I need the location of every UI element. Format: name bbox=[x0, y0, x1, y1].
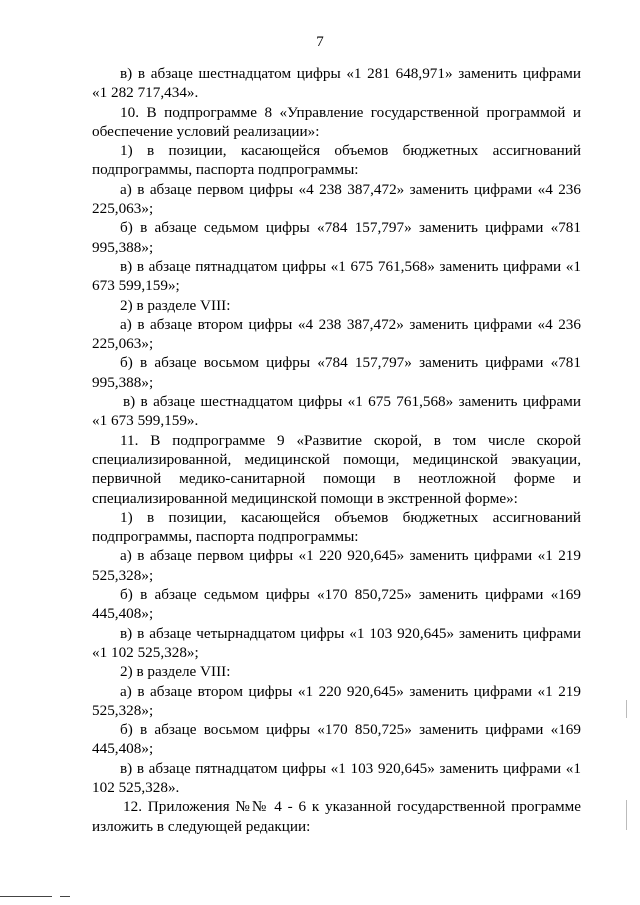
paragraph-2: 10. В подпрограмме 8 «Управление государственной программой и обеспечение условий реализации»: bbox=[92, 103, 581, 140]
paragraph-1: в) в абзаце шестнадцатом цифры «1 281 648,971» заменить цифрами «1 282 717,434». bbox=[92, 65, 581, 102]
paragraph-20: 12. Приложения №№ 4 - 6 к указанной государственной программе изложить в следующей редакции: bbox=[92, 798, 581, 835]
paragraph-19: в) в абзаце пятнадцатом цифры «1 103 920,645» заменить цифрами «1 102 525,328». bbox=[92, 759, 581, 796]
paragraph-15: в) в абзаце четырнадцатом цифры «1 103 920,645» заменить цифрами «1 102 525,328»; bbox=[92, 624, 581, 661]
scan-margin-mark bbox=[626, 800, 627, 830]
paragraph-12: 1) в позиции, касающейся объемов бюджетных ассигнований подпрограммы, паспорта подпрограммы: bbox=[92, 508, 581, 546]
paragraph-7: 2) в разделе VIII: bbox=[120, 296, 231, 314]
paragraph-13: а) в абзаце первом цифры «1 220 920,645» заменить цифрами «1 219 525,328»; bbox=[92, 547, 581, 584]
paragraph-8: а) в абзаце втором цифры «4 238 387,472» заменить цифрами «4 236 225,063»; bbox=[92, 315, 581, 353]
paragraph-4: а) в абзаце первом цифры «4 238 387,472» заменить цифрами «4 236 225,063»; bbox=[92, 180, 581, 218]
footer-rule bbox=[60, 896, 70, 897]
paragraph-9: б) в абзаце восьмом цифры «784 157,797» заменить цифрами «781 995,388»; bbox=[92, 354, 581, 391]
paragraph-16: 2) в разделе VIII: bbox=[120, 663, 231, 681]
paragraph-5: б) в абзаце седьмом цифры «784 157,797» заменить цифрами «781 995,388»; bbox=[92, 219, 581, 256]
document-body bbox=[92, 64, 581, 836]
paragraph-14: б) в абзаце седьмом цифры «170 850,725» заменить цифрами «169 445,408»; bbox=[92, 586, 581, 623]
paragraph-11: 11. В подпрограмме 9 «Развитие скорой, в том числе скорой специализированной, медицинской помощи, медицинской эвакуации, первичной медико-санитарной помощи в неотложной форме и специализированной медицинской помощи в экстренной форме»: bbox=[92, 431, 581, 507]
page-number: 7 bbox=[316, 34, 324, 50]
paragraph-6: в) в абзаце пятнадцатом цифры «1 675 761,568» заменить цифрами «1 673 599,159»; bbox=[92, 257, 581, 295]
paragraph-17: а) в абзаце втором цифры «1 220 920,645» заменить цифрами «1 219 525,328»; bbox=[92, 682, 581, 719]
footer-rule bbox=[0, 896, 52, 897]
paragraph-18: б) в абзаце восьмом цифры «170 850,725» заменить цифрами «169 445,408»; bbox=[92, 721, 581, 758]
paragraph-10: в) в абзаце шестнадцатом цифры «1 675 761,568» заменить цифрами «1 673 599,159». bbox=[92, 393, 581, 430]
scan-margin-mark bbox=[626, 700, 627, 718]
paragraph-3: 1) в позиции, касающейся объемов бюджетных ассигнований подпрограммы, паспорта подпрограммы: bbox=[92, 142, 581, 179]
